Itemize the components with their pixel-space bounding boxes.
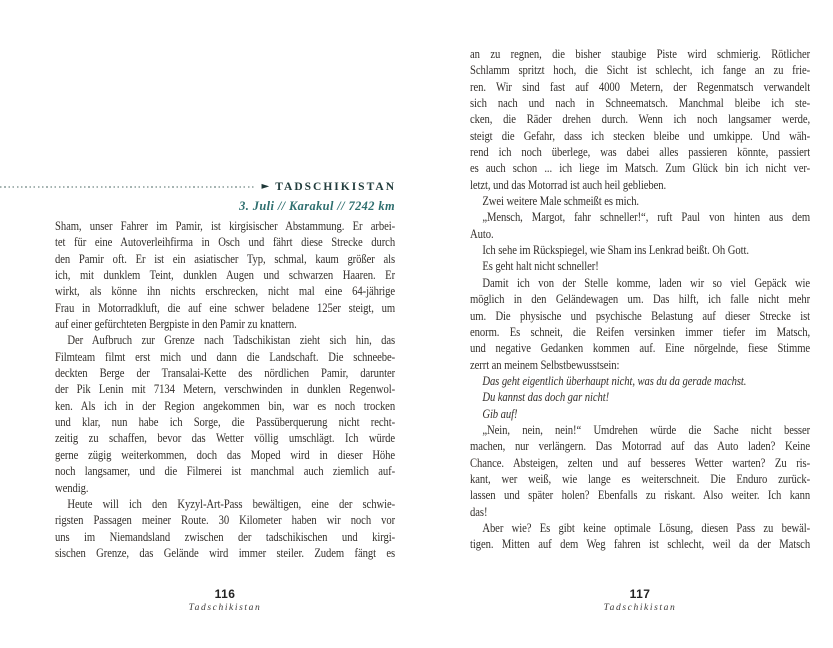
text-line: zeitig zu schaffen, bevor das Wetter völlig umschlägt. Ich würde	[55, 431, 396, 446]
text-line: es auch schon ... ich liege im Matsch. Zum Glück bin ich nicht ver-	[470, 161, 811, 176]
page-number: 116	[214, 587, 236, 601]
text-line: ren. Wir sind fast auf 4000 Metern, der Regenmatsch verwandelt	[470, 79, 811, 94]
text-line: möglich in den Geländewagen um. Das hilft, ich falle nicht mehr	[470, 292, 811, 307]
dotted-leader	[0, 186, 255, 188]
text-line: sich nach und nach in Schneematsch. Manchmal bleibe ich ste-	[470, 96, 811, 111]
text-line: Heute will ich den Kyzyl-Art-Pass bewältigen, eine der schwie-	[67, 496, 396, 511]
text-line: Es geht halt nicht schneller!	[482, 259, 599, 274]
text-line: steigt die Gefahr, dass ich stecken bleibe und umkippe. Und wäh-	[470, 128, 811, 143]
text-line: tigen. Mitten auf dem Weg fahren ist schlecht, weil da der Matsch	[470, 537, 811, 552]
page-number: 117	[629, 587, 651, 601]
text-line: rend ich noch überlege, was dabei alles passieren könnte, passiert	[470, 145, 811, 160]
text-line: das!	[470, 504, 488, 519]
text-line: Gib auf!	[482, 406, 518, 421]
text-line: Aber wie? Es gibt keine optimale Lösung, diesen Pass zu bewäl-	[482, 520, 811, 535]
text-line: „Nein, nein, nein!“ Umdrehen würde die Sache nicht besser	[482, 422, 811, 437]
text-line: Zwei weitere Male schmeißt es mich.	[482, 194, 640, 209]
text-line: gerne zügig weiterkommen, doch das Moped wird in dieser Höhe	[55, 447, 396, 462]
text-line: deckten Berge der Transalai-Kette des nördlichen Pamir, darunter	[55, 366, 396, 381]
text-line: Sham, unser Fahrer im Pamir, ist kirgisischer Abstammung. Er arbei-	[55, 219, 396, 233]
text-line: sischen Grenze, das Gelände wird immer steiler. Zudem fängt es	[55, 545, 396, 560]
text-line: Ich sehe im Rückspiegel, wie Sham ins Lenkrad beißt. Oh Gott.	[482, 243, 749, 258]
text-line: der Pik Lenin mit 7134 Metern, verschwinden in dunklen Regenwol-	[55, 382, 396, 397]
text-line: auf einer gefürchteten Bergpiste in den Pamir zu knattern.	[55, 317, 297, 332]
text-line: und negative Gedanken kommen auf. Eine nörgelnde, fiese Stimme	[470, 341, 811, 356]
text-line: Damit ich von der Stelle komme, laden wir so viel Gepäck wie	[482, 275, 811, 290]
text-line: kant, wer weiß, wie lange es weiterschneit. Die Enduro zurück-	[470, 471, 811, 486]
text-line: noch langsamer, und die Filmerei ist manchmal auch ziemlich auf-	[55, 464, 396, 479]
text-line: wendig.	[55, 480, 89, 495]
text-line: ich, mit dunklem Teint, dunklen Augen und schwarzen Haaren. Er	[55, 268, 396, 283]
text-line: enorm. Es schneit, die Reifen versinken immer tiefer im Matsch,	[470, 324, 811, 339]
page-footer-right	[470, 587, 810, 613]
arrow-right-icon: ►	[261, 181, 270, 192]
text-line: letzt, und das Motorrad ist auch heil geblieben.	[470, 177, 667, 192]
text-line: tet für eine Autoverleihfirma in Osch und fährt diese Strecke durch	[55, 235, 396, 250]
text-line: „Mensch, Margot, fahr schneller!“, ruft Paul von hinten aus dem	[482, 210, 811, 225]
text-line: Filmteam filmt erst mich und dann die Landschaft. Die schneebe-	[55, 349, 396, 364]
text-line: und klar, nun habe ich Sorge, die Passüberquerung nicht recht-	[55, 415, 396, 430]
text-line: machen, nur verlängern. Das Motorrad auf das Auto laden? Keine	[470, 439, 811, 454]
text-line: Frau in Motorradkluft, die auf eine schwer beladene 125er steigt, um	[55, 300, 396, 315]
text-line: Der Aufbruch zur Grenze nach Tadschikistan zieht sich hin, das	[67, 333, 396, 348]
text-line: rigsten Passagen meiner Route. 30 Kilometer haben wir noch vor	[55, 513, 396, 528]
text-line: ken. Als ich in der Region angekommen bin, war es noch trocken	[55, 398, 396, 413]
chapter-footer-label: Tadschikistan	[188, 603, 262, 613]
text-line: Chance. Absteigen, zelten und auf besseres Wetter warten? Zu ris-	[470, 455, 811, 470]
dateline: 3. Juli // Karakul // 7242 km	[239, 199, 395, 213]
text-line: wirkt, als könne ihn nichts erschrecken, nicht mal eine 64-jährige	[55, 284, 396, 299]
text-line: an zu regnen, die bisher staubige Piste wird schmierig. Rötlicher	[470, 47, 811, 61]
text-line: Das geht eigentlich überhaupt nicht, was du da gerade machst.	[482, 373, 747, 388]
chapter-label: TADSCHIKISTAN	[275, 181, 396, 193]
page-body-right	[470, 46, 810, 553]
text-line: um. Die physische und psychische Belastung auf dieser Strecke ist	[470, 308, 811, 323]
chapter-footer-label: Tadschikistan	[603, 603, 677, 613]
text-line: den Pamir oft. Er ist ein asiatischer Typ, schmal, kaum größer als	[55, 251, 396, 266]
text-line: Du kannst das doch gar nicht!	[482, 390, 610, 405]
text-line: lassen und später holen? Ebenfalls zu riskant. Also weiter. Ich kann	[470, 488, 811, 503]
text-line: Auto.	[470, 226, 494, 241]
chapter-marker	[0, 180, 396, 194]
text-line: cken, die Räder drehen durch. Wenn ich noch langsamer werde,	[470, 112, 811, 127]
page-footer-left	[55, 587, 395, 613]
text-line: uns im Niemandsland zwischen der tadschikischen und kirgi-	[55, 529, 396, 544]
page-body-left	[55, 218, 395, 561]
text-line: Schlamm spritzt hoch, die Sicht ist schlecht, ich fange an zu frie-	[470, 63, 811, 78]
text-line: zerrt an meinem Selbstbewusstsein:	[470, 357, 620, 372]
